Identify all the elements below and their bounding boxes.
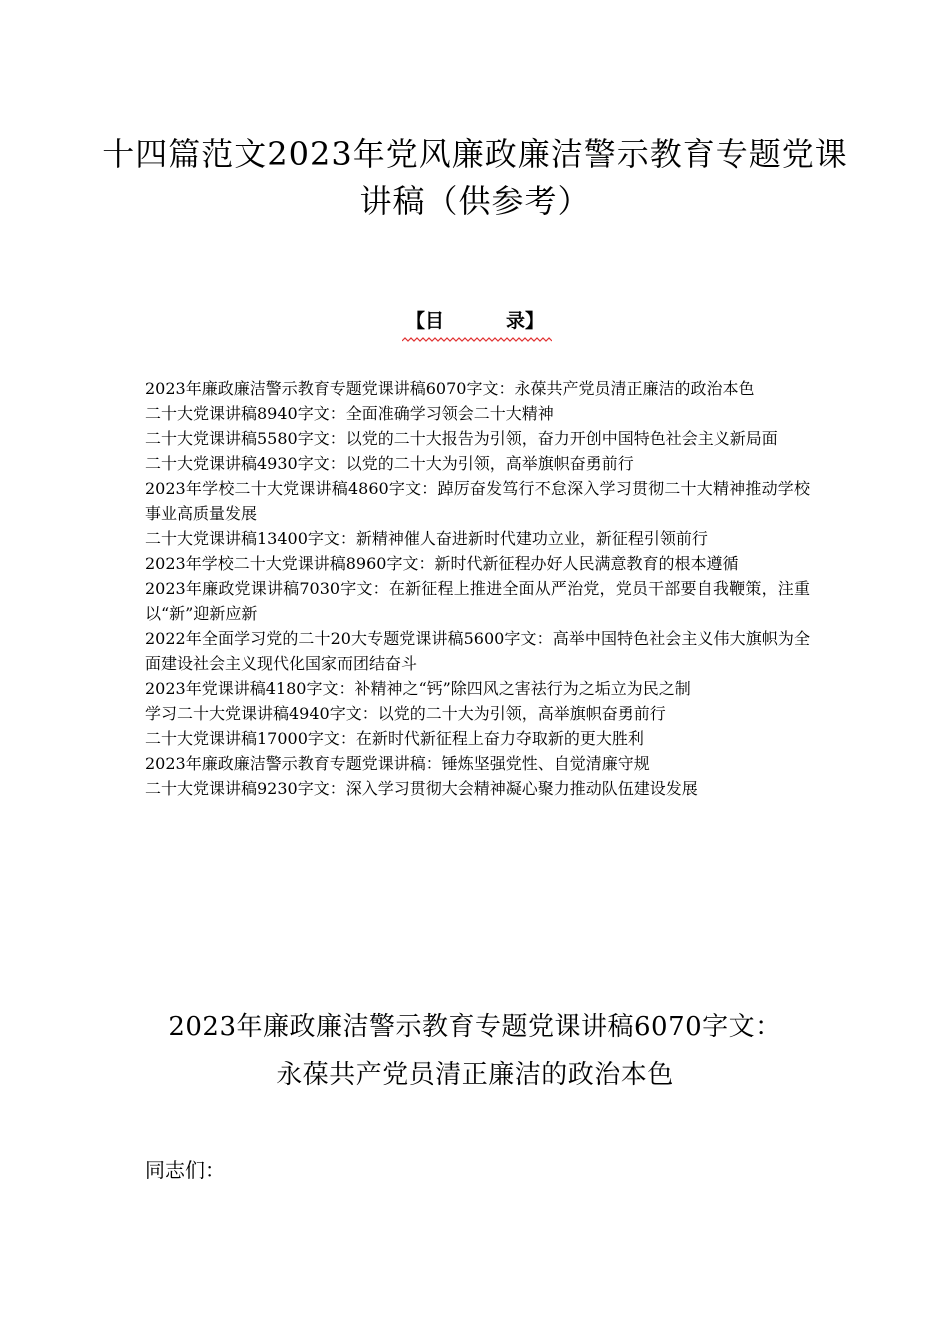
toc-item[interactable]: 2023年学校二十大党课讲稿4860字文：踔厉奋发笃行不怠深入学习贯彻二十大精神推动学校事业高质量发展	[145, 479, 810, 523]
toc-heading-left: 【目	[405, 310, 444, 332]
toc-item[interactable]: 2023年廉政廉洁警示教育专题党课讲稿：锤炼坚强党性、自觉清廉守规	[145, 754, 650, 773]
salutation: 同志们：	[145, 1158, 225, 1182]
toc-item[interactable]: 2023年廉政廉洁警示教育专题党课讲稿6070字文：永葆共产党员清正廉洁的政治本色	[145, 379, 755, 398]
toc-item[interactable]: 学习二十大党课讲稿4940字文：以党的二十大为引领，高举旗帜奋勇前行	[145, 704, 666, 723]
toc-list	[145, 376, 810, 801]
toc-item[interactable]: 二十大党课讲稿9230字文：深入学习贯彻大会精神凝心聚力推动队伍建设发展	[145, 779, 698, 798]
spellcheck-squiggle	[402, 337, 552, 343]
toc-item[interactable]: 2023年党课讲稿4180字文：补精神之“钙”除四风之害祛行为之垢立为民之制	[145, 679, 691, 698]
toc-item[interactable]: 二十大党课讲稿4930字文：以党的二十大为引领，高举旗帜奋勇前行	[145, 454, 634, 473]
toc-item[interactable]: 2023年廉政党课讲稿7030字文：在新征程上推进全面从严治党，党员干部要自我鞭策，注重以“新”迎新应新	[145, 579, 810, 623]
toc-item[interactable]: 二十大党课讲稿17000字文：在新时代新征程上奋力夺取新的更大胜利	[145, 729, 644, 748]
toc-heading	[0, 312, 950, 337]
toc-item[interactable]: 二十大党课讲稿5580字文：以党的二十大报告为引领，奋力开创中国特色社会主义新局面	[145, 429, 778, 448]
document-title-line-1: 十四篇范文2023年党风廉政廉洁警示教育专题党课	[102, 135, 848, 173]
toc-heading-right: 录】	[506, 310, 545, 332]
toc-item[interactable]: 2022年全面学习党的二十20大专题党课讲稿5600字文：高举中国特色社会主义伟大旗帜为全面建设社会主义现代化国家而团结奋斗	[145, 629, 810, 673]
section-title-line-1: 2023年廉政廉洁警示教育专题党课讲稿6070字文：	[168, 1012, 782, 1042]
toc-item[interactable]: 2023年学校二十大党课讲稿8960字文：新时代新征程办好人民满意教育的根本遵循	[145, 554, 739, 573]
section-title-line-2: 永葆共产党员清正廉洁的政治本色	[276, 1060, 674, 1090]
toc-item[interactable]: 二十大党课讲稿8940字文：全面准确学习领会二十大精神	[145, 404, 554, 423]
document-title-line-2: 讲稿（供参考）	[359, 182, 591, 220]
toc-item[interactable]: 二十大党课讲稿13400字文：新精神催人奋进新时代建功立业，新征程引领前行	[145, 529, 708, 548]
